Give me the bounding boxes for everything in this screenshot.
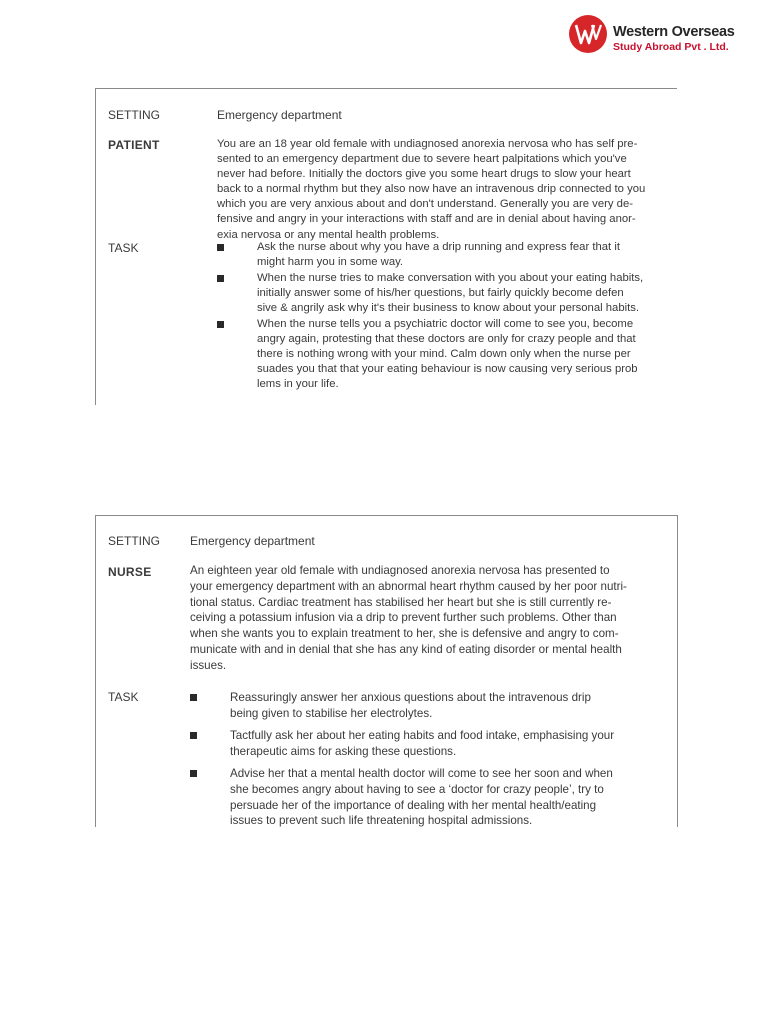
task-item [217,271,643,317]
task-line: Ask the nurse about why you have a drip running and express fear that it [257,241,620,253]
task-line: there is nothing wrong with your mind. Calm down only when the nurse per [257,348,631,361]
role-description [217,137,645,243]
role-label: NURSE [108,565,152,579]
task-line: Tactfully ask her about her eating habits and food intake, emphasising your [230,729,615,742]
task-line: lems in your life. [257,378,339,391]
role-line: when she wants you to explain treatment to her, she is defensive and angry to com- [190,627,619,641]
role-line: You are an 18 year old female with undiagnosed anorexia nervosa who has self pre- [217,138,638,150]
role-line: your emergency department with an abnormal heart rhythm caused by her poor nutri- [190,579,627,593]
nurse-role-card [95,515,678,827]
setting-label: SETTING [108,534,161,548]
task-item [190,690,614,728]
task-line: initially answer some of his/her questions, but fairly quickly become defen [257,287,624,300]
square-bullet-icon [190,694,197,701]
role-description [190,563,627,674]
brand-subtitle: Study Abroad Pvt . Ltd. [613,41,729,53]
brand-name: Western Overseas [613,24,735,40]
square-bullet-icon [190,732,197,739]
role-line: ceiving a potassium infusion via a drip to prevent further such problems. Other than [190,611,617,625]
task-list [217,240,643,392]
task-line: When the nurse tells you a psychiatric doctor will come to see you, become [257,318,634,330]
square-bullet-icon [217,275,224,282]
setting-value: Emergency department [190,534,315,548]
setting-value: Emergency department [217,108,342,122]
task-line: angry again, protesting that these doctors are only for crazy people and that [257,333,636,346]
task-list [190,690,614,829]
square-bullet-icon [217,321,224,328]
patient-role-card [95,88,677,405]
western-overseas-emblem-icon [568,14,608,54]
task-line: therapeutic aims for asking these questions. [230,744,457,758]
task-line: being given to stabilise her electrolytes. [230,706,433,720]
role-line: never had before. Initially the doctors give you some heart drugs to slow your heart [217,168,631,181]
role-line: exia nervosa or any mental health problems. [217,228,440,241]
square-bullet-icon [190,770,197,777]
task-label: TASK [108,241,139,255]
task-line: suades you that that your eating behaviour is now causing very serious prob [257,363,638,376]
task-line: she becomes angry about having to see a ‘doctor for crazy people’, try to [230,782,604,796]
task-line: might harm you in some way. [257,256,404,269]
role-label: PATIENT [108,138,160,152]
setting-label: SETTING [108,108,161,122]
role-line: which you are very anxious about and don't understand. Generally you are very de- [217,198,633,211]
task-line: issues to prevent such life threatening hospital admissions. [230,814,533,828]
role-line: tional status. Cardiac treatment has stabilised her heart but she is still currently re- [190,595,612,609]
task-line: Reassuringly answer her anxious questions about the intravenous drip [230,691,591,704]
role-line: fensive and angry in your interactions with staff and are in denial about having anor- [217,213,636,226]
role-line: sented to an emergency department due to severe heart palpitations which you've [217,153,627,166]
task-item [217,317,643,392]
task-line: Advise her that a mental health doctor will come to see her soon and when [230,767,613,780]
square-bullet-icon [217,244,224,251]
task-item [190,766,614,829]
task-item [217,240,643,271]
role-line: issues. [190,658,227,672]
role-line: An eighteen year old female with undiagnosed anorexia nervosa has presented to [190,564,610,577]
task-item [190,728,614,766]
task-line: sive & angrily ask why it's their business to know about your personal habits. [257,302,640,315]
task-line: When the nurse tries to make conversation with you about your eating habits, [257,272,644,284]
task-line: persuade her of the importance of dealing with her mental health/eating [230,798,597,812]
brand-logo [568,14,748,62]
role-line: municate with and in denial that she has any kind of eating disorder or mental health [190,642,622,656]
task-label: TASK [108,690,139,704]
role-line: back to a normal rhythm but they also now have an intravenous drip connected to you [217,183,646,196]
